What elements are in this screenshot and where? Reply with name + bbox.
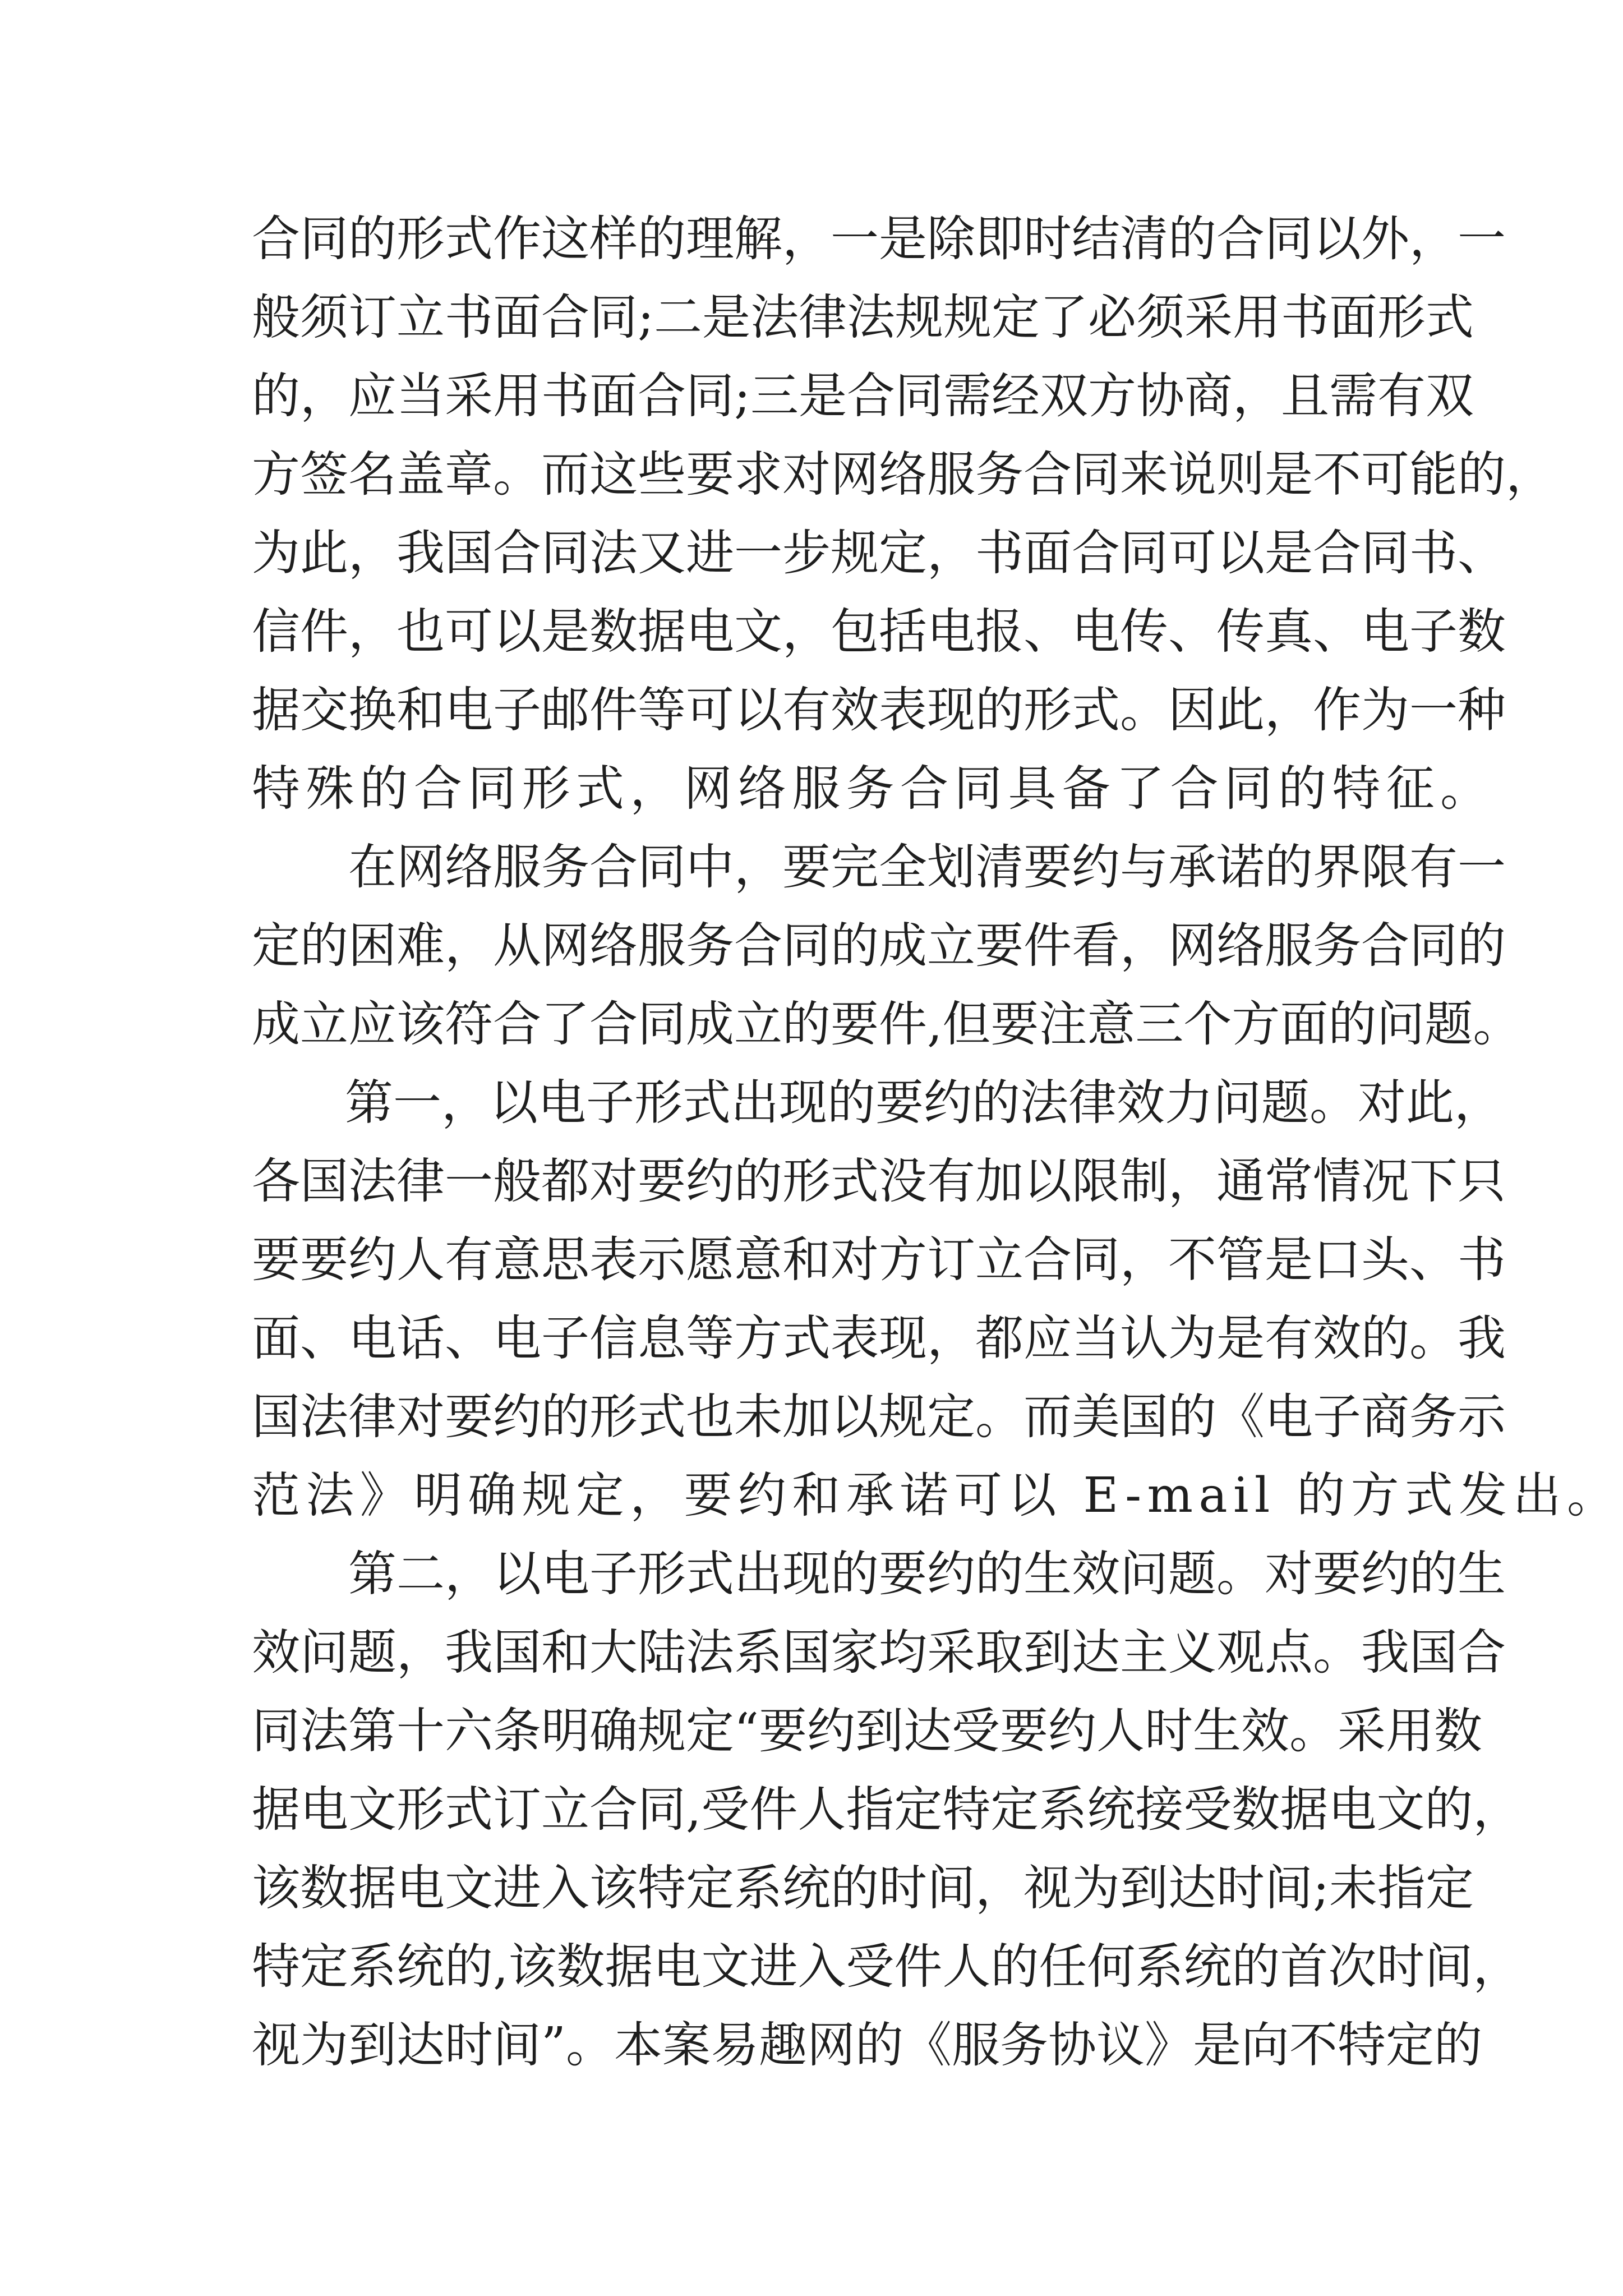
paragraph-first-line: 在网络服务合同中，要完全划清要约与承诺的界限有一 xyxy=(348,839,1506,895)
text-line: 特殊的合同形式，网络服务合同具备了合同的特征。 xyxy=(252,761,1495,817)
text-line: 信件，也可以是数据电文，包括电报、电传、传真、电子数 xyxy=(252,604,1506,660)
text-line: 各国法律一般都对要约的形式没有加以限制，通常情况下只 xyxy=(252,1153,1506,1209)
text-line: 般须订立书面合同;二是法律法规规定了必须采用书面形式 xyxy=(252,289,1474,346)
paragraph-first-line: 第二，以电子形式出现的要约的生效问题。对要约的生 xyxy=(348,1546,1506,1602)
text-line: 面、电话、电子信息等方式表现，都应当认为是有效的。我 xyxy=(252,1310,1506,1366)
text-line: 据交换和电子邮件等可以有效表现的形式。因此，作为一种 xyxy=(252,682,1506,738)
body-text xyxy=(252,200,1621,2085)
text-line: 该数据电文进入该特定系统的时间，视为到达时间;未指定 xyxy=(252,1860,1474,1916)
text-line: 合同的形式作这样的理解，一是除即时结清的合同以外，一 xyxy=(252,211,1506,267)
text-line: 要要约人有意思表示愿意和对方订立合同，不管是口头、书 xyxy=(252,1232,1506,1288)
text-line: 效问题，我国和大陆法系国家均采取到达主义观点。我国合 xyxy=(252,1625,1506,1681)
text-line: 据电文形式订立合同,受件人指定特定系统接受数据电文的， xyxy=(252,1782,1521,1838)
text-line: 成立应该符合了合同成立的要件,但要注意三个方面的问题。 xyxy=(252,996,1521,1052)
text-line: 同法第十六条明确规定“要约到达受要约人时生效。采用数 xyxy=(252,1703,1482,1759)
text-line: 国法律对要约的形式也未加以规定。而美国的《电子商务示 xyxy=(252,1389,1506,1445)
text-line: 视为到达时间”。本案易趣网的《服务协议》是向不特定的 xyxy=(252,2017,1482,2073)
text-line: 范法》明确规定，要约和承诺可以 E-mail 的方式发出。 xyxy=(252,1467,1621,1524)
text-line: 为此，我国合同法又进一步规定，书面合同可以是合同书、 xyxy=(252,525,1506,581)
text-line: 方签名盖章。而这些要求对网络服务合同来说则是不可能的， xyxy=(252,447,1554,503)
text-line: 的，应当采用书面合同;三是合同需经双方协商，且需有双 xyxy=(252,368,1474,424)
text-line: 定的困难，从网络服务合同的成立要件看，网络服务合同的 xyxy=(252,918,1506,974)
text-line: 特定系统的,该数据电文进入受件人的任何系统的首次时间， xyxy=(252,1939,1521,1995)
paragraph-first-line: 第一，以电子形式出现的要约的法律效力问题。对此， xyxy=(345,1075,1502,1131)
